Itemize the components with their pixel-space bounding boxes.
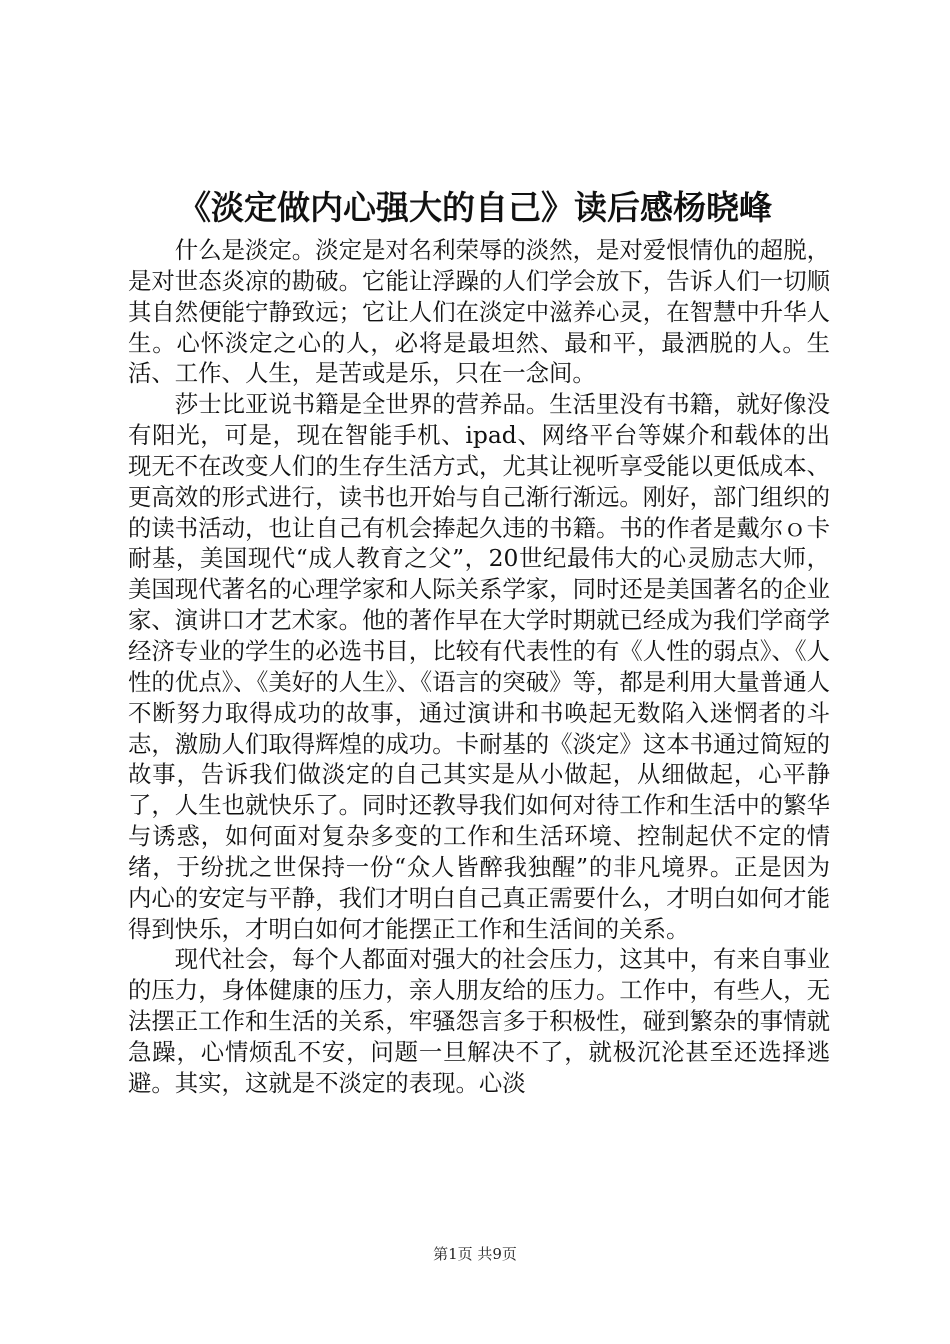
document-body [128,235,830,1099]
paragraph-1: 什么是淡定。淡定是对名利荣辱的淡然，是对爱恨情仇的超脱，是对世态炎凉的勘破。它能让浮躁的人们学会放下，告诉人们一切顺其自然便能宁静致远；它让人们在淡定中滋养心灵，在智慧中升华人生。心怀淡定之心的人，必将是最坦然、最和平，最洒脱的人。生活、工作、人生，是苦或是乐，只在一念间。 [128,236,830,388]
paragraph-2: 莎士比亚说书籍是全世界的营养品。生活里没有书籍，就好像没有阳光，可是，现在智能手机、ipad、网络平台等媒介和载体的出现无不在改变人们的生存生活方式，尤其让视听享受能以更低成本、更高效的形式进行，读书也开始与自己渐行渐远。刚好，部门组织的的读书活动，也让自己有机会捧起久违的书籍。书的作者是戴尔ｏ卡耐基，美国现代“成人教育之父”，20世纪最伟大的心灵励志大师，美国现代著名的心理学家和人际关系学家，同时还是美国著名的企业家、演讲口才艺术家。他的著作早在大学时期就已经成为我们学商学经济专业的学生的必选书目，比较有代表性的有《人性的弱点》、《人性的优点》、《美好的人生》、《语言的突破》等，都是利用大量普通人不断努力取得成功的故事，通过演讲和书唤起无数陷入迷惘者的斗志，激励人们取得辉煌的成功。卡耐基的《淡定》这本书通过简短的故事，告诉我们做淡定的自己其实是从小做起，从细做起，心平静了，人生也就快乐了。同时还教导我们如何对待工作和生活中的繁华与诱惑，如何面对复杂多变的工作和生活环境、控制起伏不定的情绪，于纷扰之世保持一份“众人皆醉我独醒”的非凡境界。正是因为内心的安定与平静，我们才明白自己真正需要什么，才明白如何才能得到快乐，才明白如何才能摆正工作和生活间的关系。 [128,390,830,943]
page-number: 第1页 共9页 [433,1245,517,1263]
page-footer [0,1244,950,1264]
paragraph-3: 现代社会，每个人都面对强大的社会压力，这其中，有来自事业的压力，身体健康的压力，亲人朋友给的压力。工作中，有些人，无法摆正工作和生活的关系，牢骚怨言多于积极性，碰到繁杂的事情就急躁，心情烦乱不安，问题一旦解决不了，就极沉沦甚至还选择逃避。其实，这就是不淡定的表现。心淡 [128,945,830,1097]
document-title: 《淡定做内心强大的自己》读后感杨晓峰 [178,188,772,227]
